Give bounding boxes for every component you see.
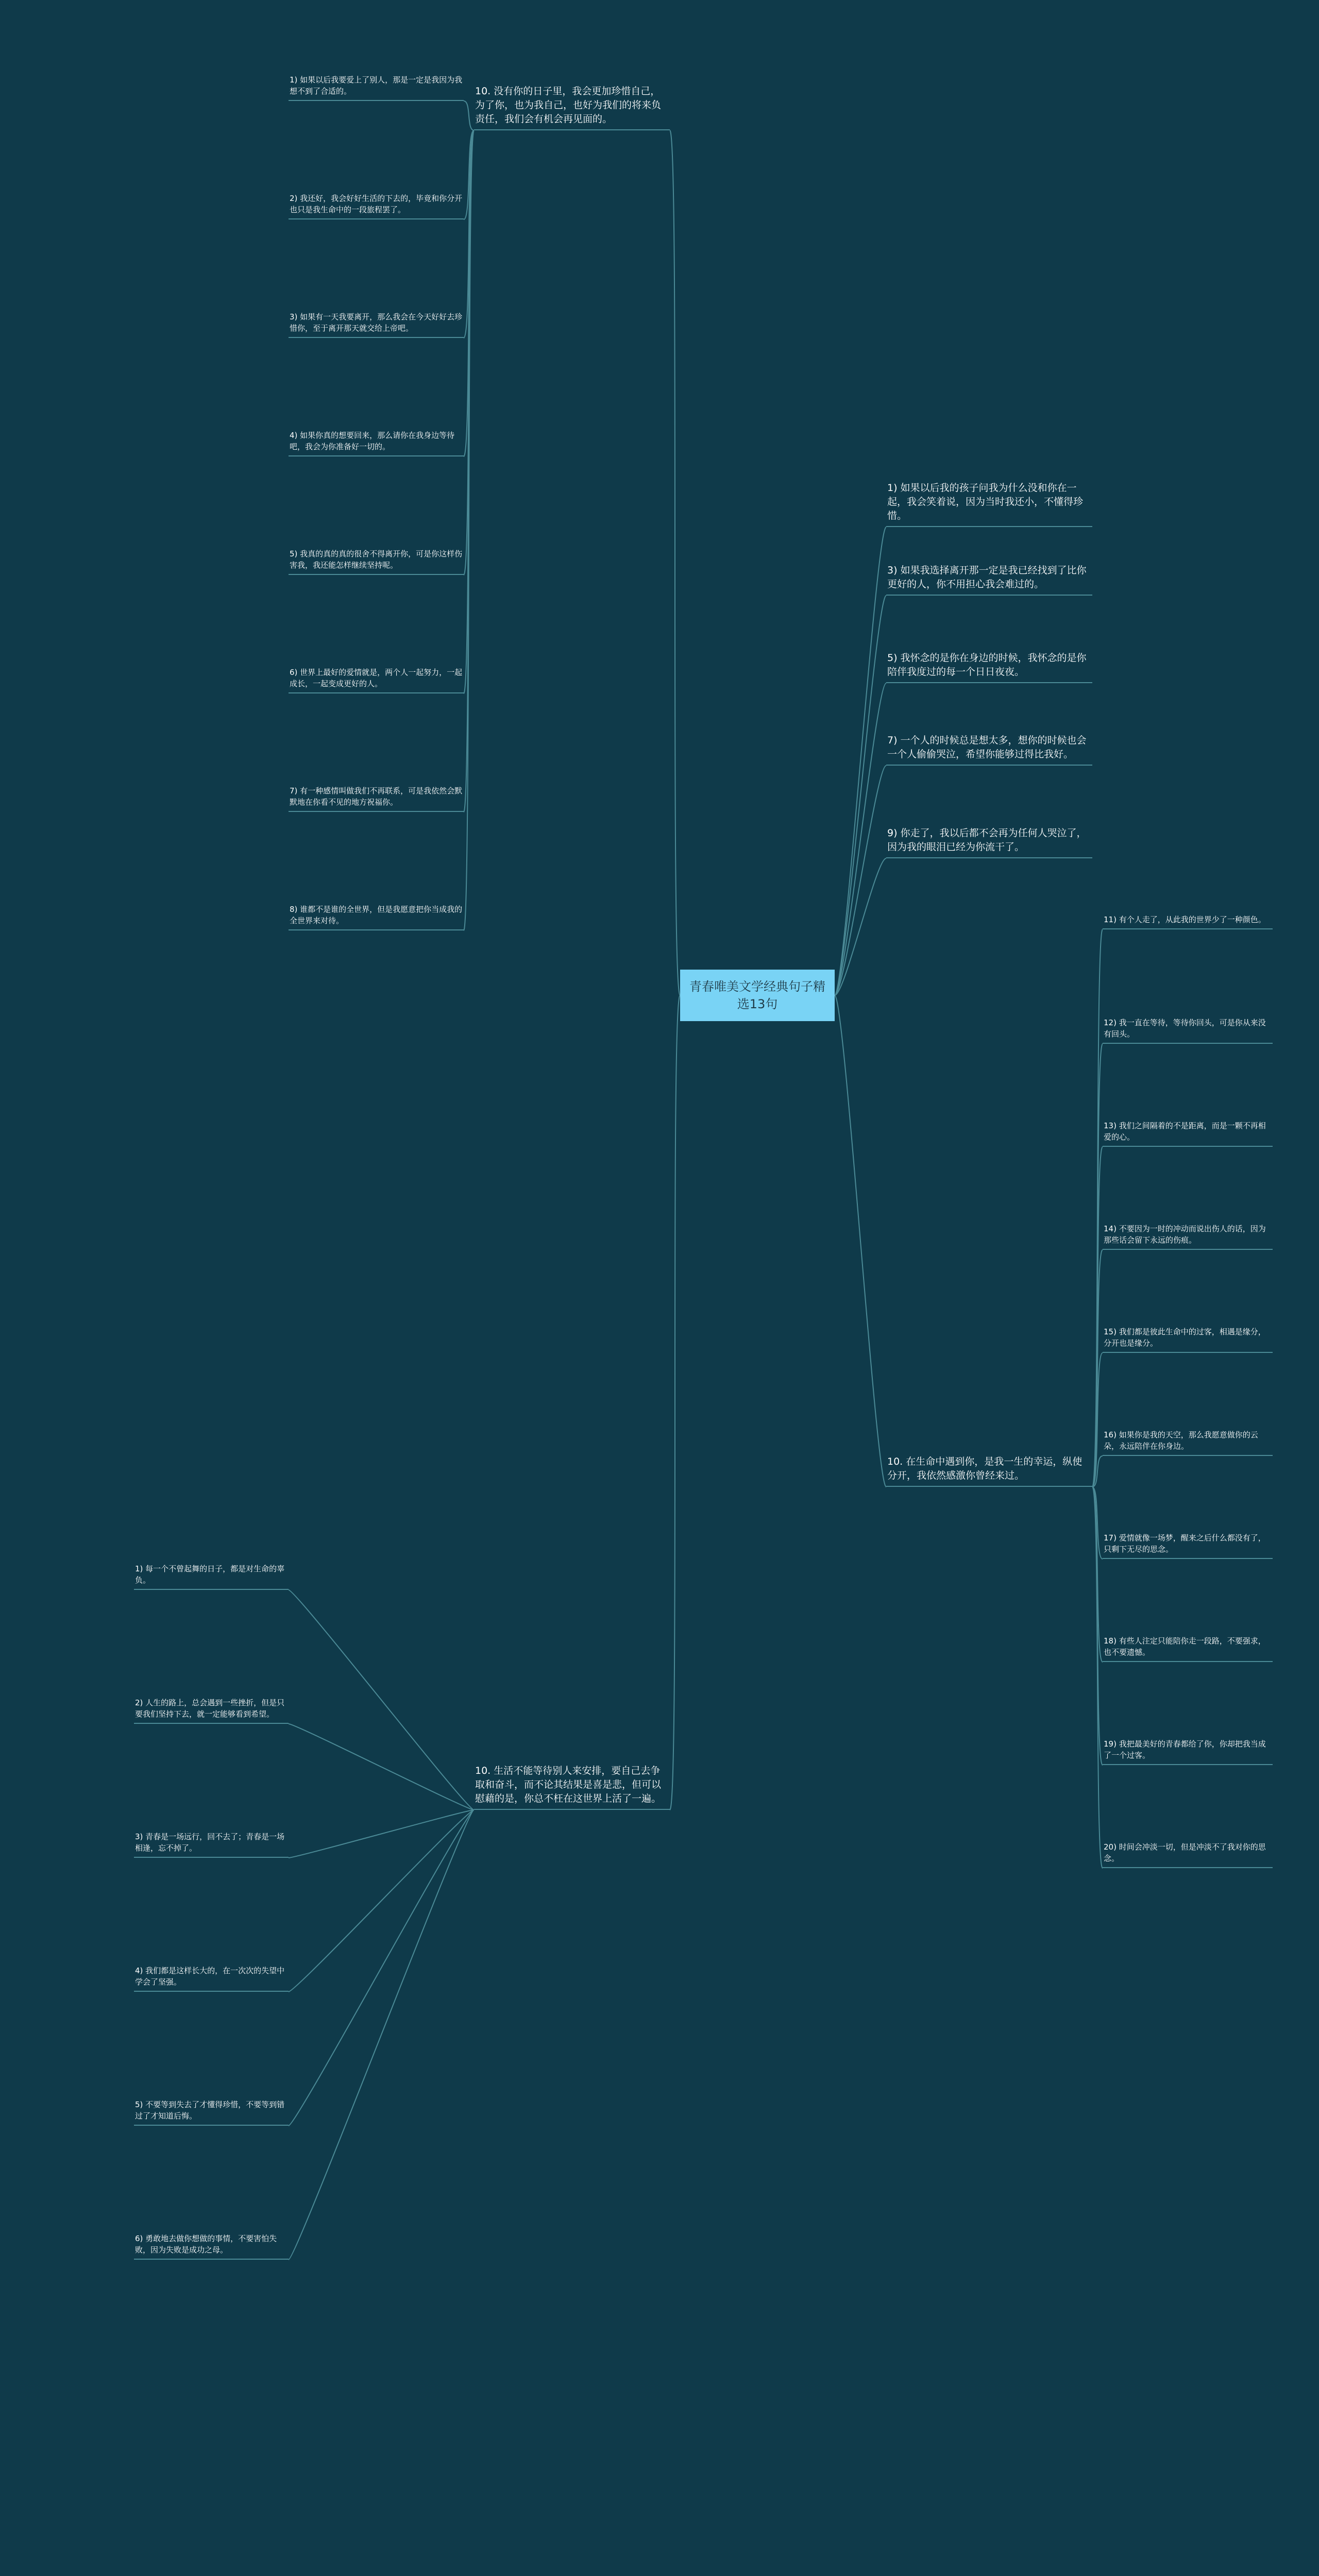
branch-node[interactable]: 5) 我怀念的是你在身边的时候，我怀念的是你陪伴我度过的每一个日日夜夜。 <box>886 649 1092 683</box>
branch-node[interactable]: 10. 生活不能等待别人来安排，要自己去争取和奋斗，而不论其结果是喜是悲，但可以慰藉的是，你总不枉在这世界上活了一遍。 <box>474 1762 670 1810</box>
root-topic[interactable]: 青春唯美文学经典句子精选13句 <box>680 970 835 1021</box>
leaf-node[interactable]: 17) 爱情就像一场梦，醒来之后什么都没有了，只剩下无尽的思念。 <box>1103 1530 1273 1559</box>
leaf-node[interactable]: 15) 我们都是彼此生命中的过客，相遇是缘分，分开也是缘分。 <box>1103 1324 1273 1353</box>
branch-node[interactable]: 10. 没有你的日子里，我会更加珍惜自己，为了你，也为我自己，也好为我们的将来负责任，我们会有机会再见面的。 <box>474 82 670 130</box>
leaf-node[interactable]: 4) 如果你真的想要回来，那么请你在我身边等待吧，我会为你准备好一切的。 <box>289 428 464 456</box>
leaf-node[interactable]: 1) 每一个不曾起舞的日子，都是对生命的辜负。 <box>134 1561 289 1590</box>
branch-node[interactable]: 9) 你走了，我以后都不会再为任何人哭泣了，因为我的眼泪已经为你流干了。 <box>886 824 1092 858</box>
leaf-node[interactable]: 20) 时间会冲淡一切，但是冲淡不了我对你的思念。 <box>1103 1839 1273 1868</box>
leaf-node[interactable]: 19) 我把最美好的青春都给了你，你却把我当成了一个过客。 <box>1103 1736 1273 1765</box>
leaf-node[interactable]: 1) 如果以后我要爱上了别人，那是一定是我因为我想不到了合适的。 <box>289 72 464 101</box>
leaf-node[interactable]: 3) 青春是一场远行，回不去了；青春是一场相逢，忘不掉了。 <box>134 1829 289 1858</box>
leaf-node[interactable]: 3) 如果有一天我要离开，那么我会在今天好好去珍惜你，至于离开那天就交给上帝吧。 <box>289 309 464 338</box>
leaf-node[interactable]: 6) 勇敢地去做你想做的事情，不要害怕失败，因为失败是成功之母。 <box>134 2231 289 2260</box>
leaf-node[interactable]: 18) 有些人注定只能陪你走一段路，不要强求，也不要遗憾。 <box>1103 1633 1273 1662</box>
leaf-node[interactable]: 5) 不要等到失去了才懂得珍惜，不要等到错过了才知道后悔。 <box>134 2097 289 2126</box>
branch-node[interactable]: 7) 一个人的时候总是想太多，想你的时候也会一个人偷偷哭泣，希望你能够过得比我好。 <box>886 732 1092 766</box>
leaf-node[interactable]: 2) 人生的路上，总会遇到一些挫折，但是只要我们坚持下去，就一定能够看到希望。 <box>134 1695 289 1724</box>
leaf-node[interactable]: 16) 如果你是我的天空，那么我愿意做你的云朵，永远陪伴在你身边。 <box>1103 1427 1273 1456</box>
leaf-node[interactable]: 11) 有个人走了，从此我的世界少了一种颜色。 <box>1103 912 1273 929</box>
leaf-node[interactable]: 14) 不要因为一时的冲动而说出伤人的话，因为那些话会留下永远的伤痕。 <box>1103 1221 1273 1250</box>
leaf-node[interactable]: 6) 世界上最好的爱情就是，两个人一起努力，一起成长，一起变成更好的人。 <box>289 665 464 693</box>
branch-node[interactable]: 3) 如果我选择离开那一定是我已经找到了比你更好的人，你不用担心我会难过的。 <box>886 562 1092 596</box>
leaf-node[interactable]: 7) 有一种感情叫做我们不再联系，可是我依然会默默地在你看不见的地方祝福你。 <box>289 783 464 812</box>
leaf-node[interactable]: 13) 我们之间隔着的不是距离，而是一颗不再相爱的心。 <box>1103 1118 1273 1147</box>
branch-node[interactable]: 1) 如果以后我的孩子问我为什么没和你在一起，我会笑着说，因为当时我还小，不懂得珍惜。 <box>886 479 1092 527</box>
leaf-node[interactable]: 4) 我们都是这样长大的，在一次次的失望中学会了坚强。 <box>134 1963 289 1992</box>
branch-node[interactable]: 10. 在生命中遇到你，是我一生的幸运，纵使分开，我依然感激你曾经来过。 <box>886 1453 1092 1487</box>
leaf-node[interactable]: 2) 我还好，我会好好生活的下去的，毕竟和你分开也只是我生命中的一段旅程罢了。 <box>289 191 464 219</box>
leaf-node[interactable]: 12) 我一直在等待，等待你回头，可是你从来没有回头。 <box>1103 1015 1273 1044</box>
leaf-node[interactable]: 5) 我真的真的真的很舍不得离开你，可是你这样伤害我，我还能怎样继续坚持呢。 <box>289 546 464 575</box>
leaf-node[interactable]: 8) 谁都不是谁的全世界，但是我愿意把你当成我的全世界来对待。 <box>289 902 464 930</box>
